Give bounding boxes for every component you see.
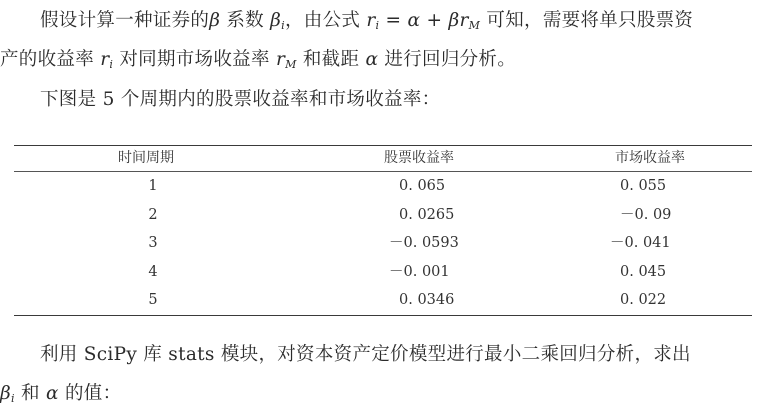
task-text: 的值： <box>58 383 122 404</box>
header-stock-return: 股票收益率 <box>384 150 454 166</box>
stock-return-cell: －0. 0593 <box>389 235 459 251</box>
intro-text: 进行回归分析。 <box>378 49 517 70</box>
intro-text: 对同期市场收益率 <box>113 49 276 70</box>
table-row <box>14 229 752 258</box>
beta-i-symbol: $\beta_i$ <box>270 10 285 32</box>
intro-text: 可知，需要将单只股票资 <box>480 10 694 31</box>
stock-return-cell: 0. 065 <box>399 178 446 194</box>
beta-symbol: β <box>209 10 221 31</box>
period-cell: 2 <box>148 206 158 223</box>
market-return-cell: 0. 045 <box>620 263 667 280</box>
intro-paragraph-line2 <box>0 47 778 73</box>
task-text: 和 <box>14 383 46 404</box>
intro-text: ，由公式 <box>285 10 367 31</box>
market-return-cell: －0. 041 <box>610 235 671 251</box>
market-return-cell: 0. 055 <box>620 178 667 194</box>
beta-i-symbol: $\beta_i$ <box>0 383 15 405</box>
period-cell: 4 <box>148 263 158 280</box>
period-cell: 5 <box>148 292 158 308</box>
table-header-row <box>14 146 752 172</box>
intro-text: 和截距 <box>296 49 366 70</box>
intro-paragraph-line1 <box>0 8 778 34</box>
period-cell: 1 <box>148 178 158 194</box>
table-row <box>14 286 752 315</box>
market-return-cell: 0. 022 <box>620 292 667 308</box>
intro-text: 系数 <box>220 10 271 31</box>
returns-table <box>14 145 752 316</box>
stock-return-cell: －0. 001 <box>389 263 450 280</box>
header-market-return: 市场收益率 <box>615 150 685 166</box>
intro-text: 产的收益率 <box>0 49 101 70</box>
period-cell: 3 <box>148 235 158 251</box>
alpha-symbol: α <box>46 383 59 404</box>
task-paragraph-line1: 利用 SciPy 库 stats 模块，对资本资产定价模型进行最小二乘回归分析，求出 <box>40 344 691 365</box>
table-row <box>14 172 752 201</box>
task-paragraph-line2 <box>0 381 778 407</box>
r-i-symbol: $r_i$ <box>100 49 114 71</box>
table-row <box>14 201 752 230</box>
stock-return-cell: 0. 0346 <box>399 292 455 308</box>
header-period: 时间周期 <box>118 150 174 166</box>
intro-text: 假设计算一种证券的 <box>40 10 210 31</box>
stock-return-cell: 0. 0265 <box>399 206 455 223</box>
alpha-symbol: α <box>365 49 379 70</box>
capm-formula: $r_i = \alpha + \beta r_M$ <box>366 10 481 32</box>
r-m-symbol: $r_M$ <box>275 49 297 71</box>
table-row <box>14 258 752 287</box>
table-intro-paragraph: 下图是 5 个周期内的股票收益率和市场收益率： <box>40 89 441 110</box>
market-return-cell: －0. 09 <box>620 206 672 223</box>
